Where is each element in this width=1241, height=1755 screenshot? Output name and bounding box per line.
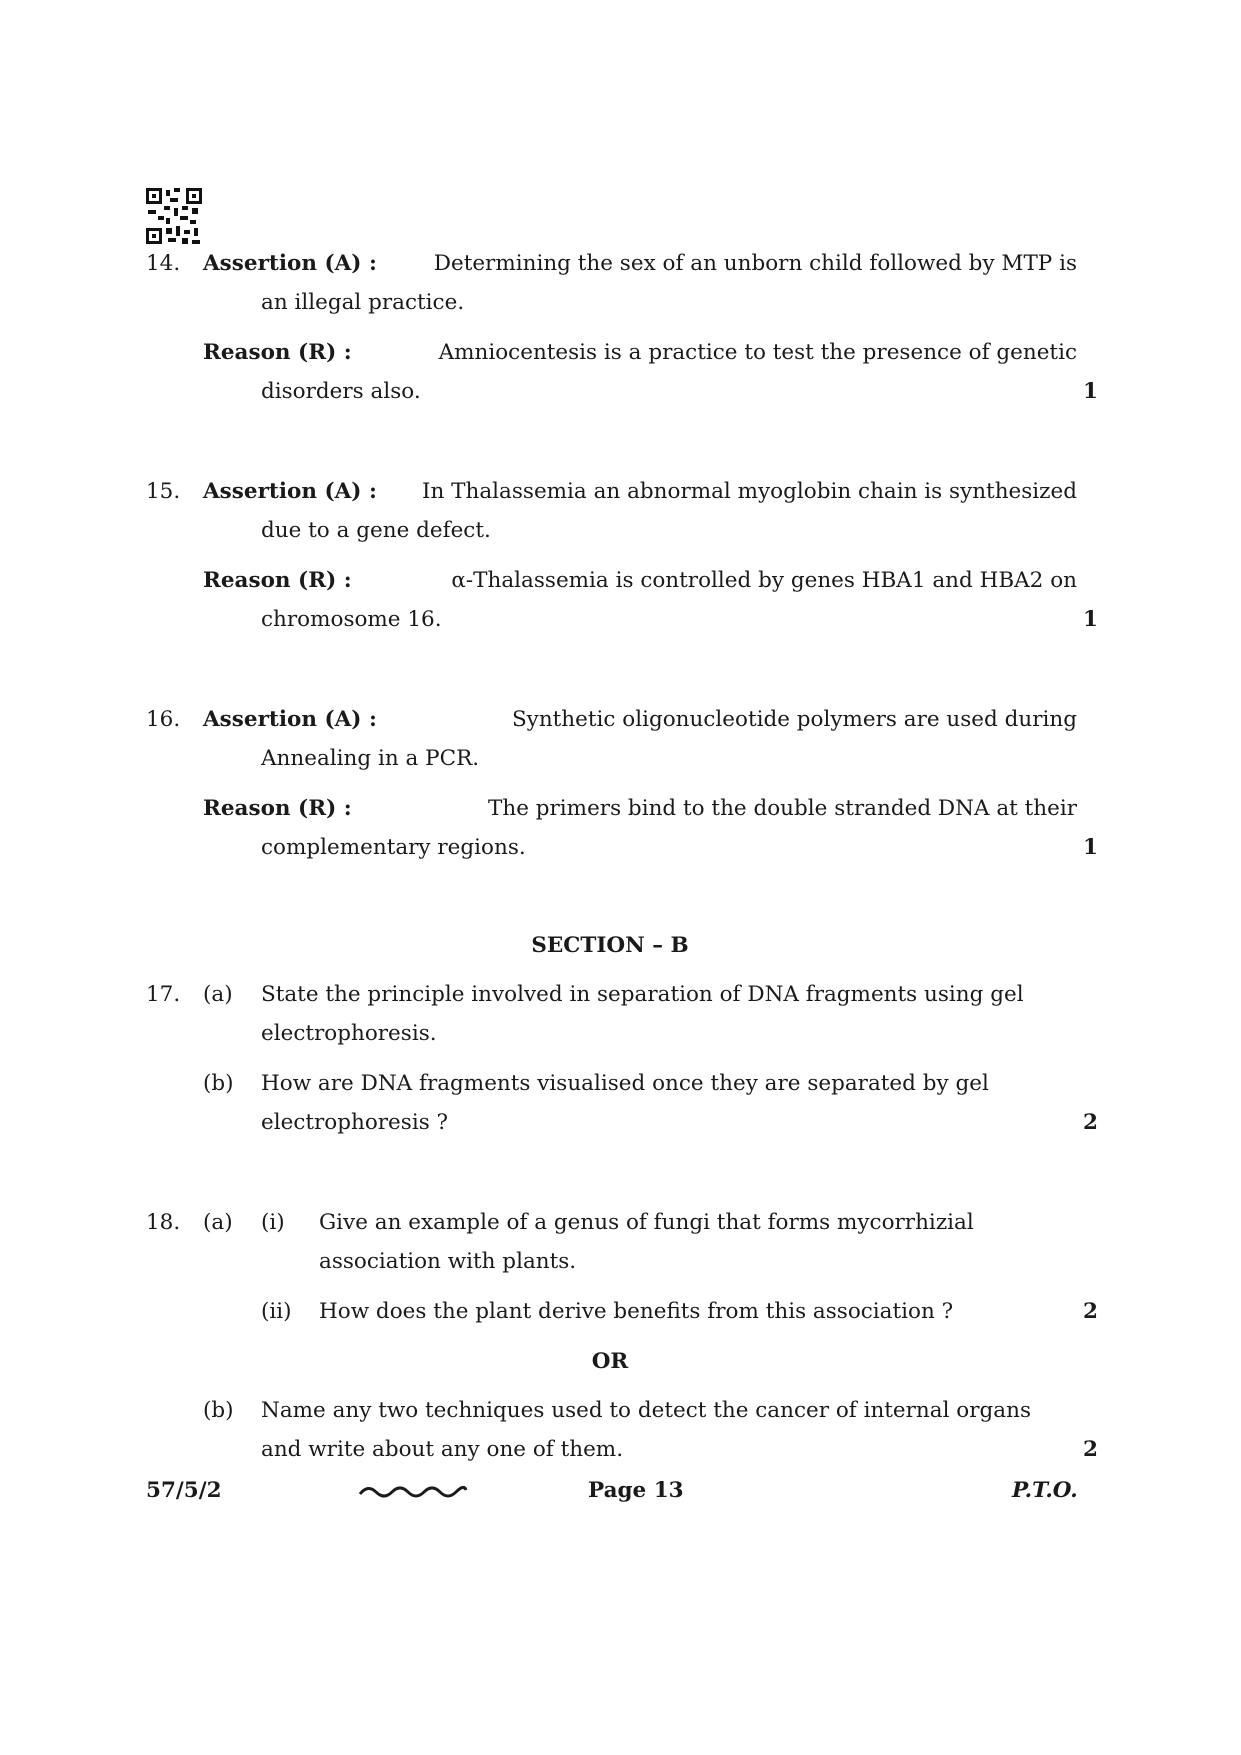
reason-line bbox=[203, 798, 1077, 820]
marks: 1 bbox=[1083, 379, 1098, 404]
part-a-label: (a) bbox=[203, 982, 233, 1007]
part-a-label: (a) bbox=[203, 1210, 233, 1235]
assertion-text: Determining the sex of an unborn child followed by MTP is bbox=[433, 251, 1077, 276]
part-a-text-continued: electrophoresis. bbox=[261, 1021, 437, 1046]
part-b-label: (b) bbox=[203, 1071, 234, 1096]
reason-text-continued: complementary regions. bbox=[261, 835, 526, 860]
reason-text: Amniocentesis is a practice to test the presence of genetic bbox=[438, 340, 1077, 365]
or-divider: OR bbox=[591, 1349, 629, 1374]
assertion-line bbox=[203, 481, 1077, 503]
part-b-line bbox=[261, 1073, 1077, 1095]
assertion-label: Assertion (A) : bbox=[203, 251, 377, 276]
qr-code-icon bbox=[146, 188, 202, 244]
reason-label: Reason (R) : bbox=[203, 568, 352, 593]
part-b-text-continued: electrophoresis ? bbox=[261, 1110, 449, 1135]
reason-label: Reason (R) : bbox=[203, 796, 352, 821]
question-number: 18. bbox=[146, 1210, 181, 1235]
assertion-text: Synthetic oligonucleotide polymers are used during bbox=[511, 707, 1077, 732]
section-heading: SECTION – B bbox=[531, 933, 689, 958]
assertion-line bbox=[203, 253, 1077, 275]
assertion-text-continued: due to a gene defect. bbox=[261, 518, 491, 543]
reason-line bbox=[203, 342, 1077, 364]
reason-text: α-Thalassemia is controlled by genes HBA1 and HBA2 on bbox=[451, 568, 1077, 593]
question-number: 14. bbox=[146, 251, 181, 276]
assertion-label: Assertion (A) : bbox=[203, 479, 377, 504]
subpart-ii-label: (ii) bbox=[261, 1299, 292, 1324]
part-b-text: How are DNA fragments visualised once they are separated by gel bbox=[261, 1071, 989, 1096]
part-a-text: State the principle involved in separation of DNA fragments using gel bbox=[261, 982, 1024, 1007]
subpart-i-text: Give an example of a genus of fungi that forms mycorrhizial bbox=[319, 1210, 974, 1235]
marks: 1 bbox=[1083, 835, 1098, 860]
assertion-text: In Thalassemia an abnormal myoglobin chain is synthesized bbox=[422, 479, 1077, 504]
marks: 2 bbox=[1083, 1110, 1098, 1135]
marks: 2 bbox=[1083, 1437, 1098, 1462]
subpart-ii-text: How does the plant derive benefits from this association ? bbox=[319, 1299, 954, 1324]
marks: 2 bbox=[1083, 1299, 1098, 1324]
question-number: 17. bbox=[146, 982, 181, 1007]
assertion-line bbox=[203, 709, 1077, 731]
part-b-label: (b) bbox=[203, 1398, 234, 1423]
assertion-label: Assertion (A) : bbox=[203, 707, 377, 732]
reason-text: The primers bind to the double stranded DNA at their bbox=[488, 796, 1077, 821]
assertion-text-continued: an illegal practice. bbox=[261, 290, 465, 315]
part-b-text: Name any two techniques used to detect the cancer of internal organs bbox=[261, 1398, 1031, 1423]
part-b-text-continued: and write about any one of them. bbox=[261, 1437, 624, 1462]
question-number: 16. bbox=[146, 707, 181, 732]
reason-text-continued: chromosome 16. bbox=[261, 607, 442, 632]
subpart-i-line bbox=[319, 1212, 1077, 1234]
wave-ornament-icon bbox=[358, 1482, 468, 1502]
please-turn-over: P.T.O. bbox=[1012, 1478, 1078, 1503]
page-number: Page 13 bbox=[588, 1478, 684, 1503]
paper-code: 57/5/2 bbox=[146, 1478, 222, 1503]
reason-line bbox=[203, 570, 1077, 592]
marks: 1 bbox=[1083, 607, 1098, 632]
reason-label: Reason (R) : bbox=[203, 340, 352, 365]
reason-text-continued: disorders also. bbox=[261, 379, 421, 404]
question-number: 15. bbox=[146, 479, 181, 504]
subpart-i-label: (i) bbox=[261, 1210, 285, 1235]
subpart-i-text-continued: association with plants. bbox=[319, 1249, 577, 1274]
assertion-text-continued: Annealing in a PCR. bbox=[261, 746, 480, 771]
